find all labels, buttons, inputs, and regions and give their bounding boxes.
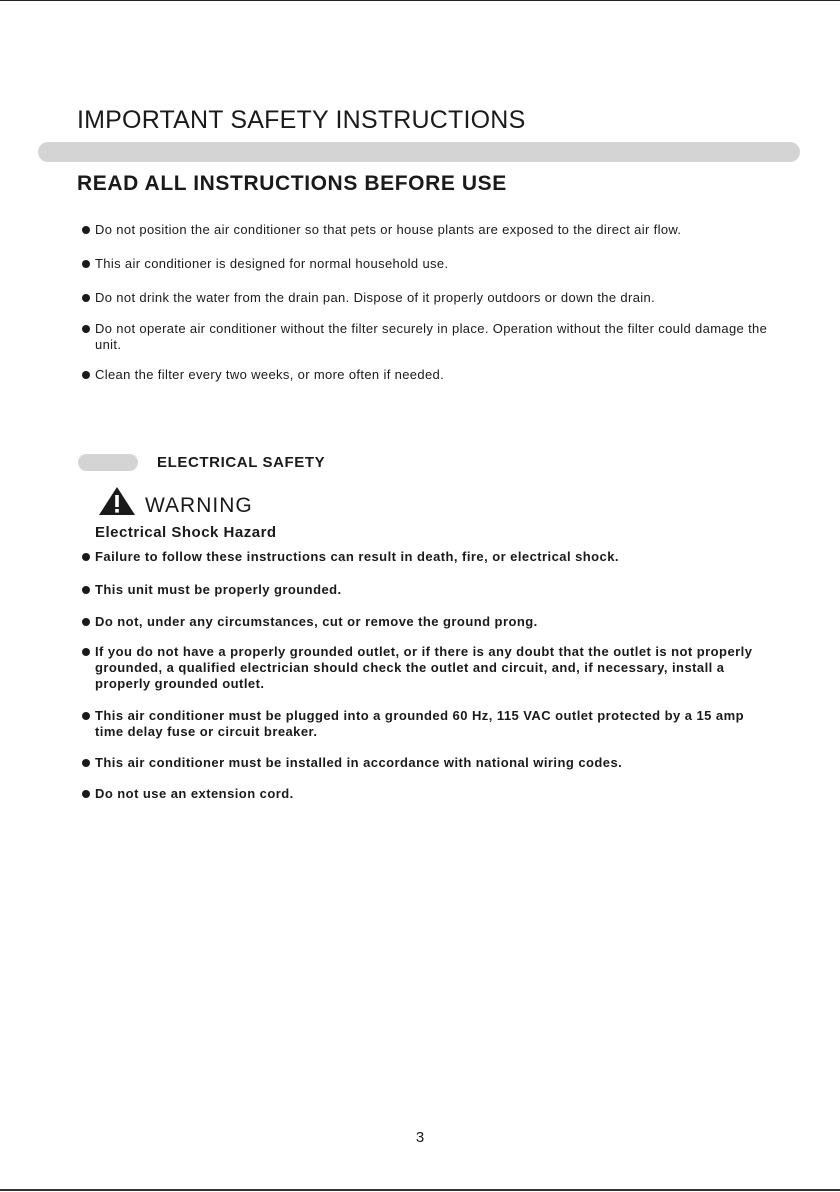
- warning-triangle-icon: [98, 486, 136, 516]
- list-item-text: This unit must be properly grounded.: [95, 582, 342, 597]
- section-heading: ELECTRICAL SAFETY: [157, 454, 326, 471]
- list-item-text: Do not use an extension cord.: [95, 786, 294, 801]
- list-item: [82, 256, 782, 272]
- top-border: [0, 0, 840, 1]
- list-item: [82, 321, 768, 353]
- bullet-dot-icon: [82, 586, 90, 594]
- list-item: [82, 367, 782, 383]
- title-bar: [38, 142, 800, 162]
- list-item-text: This air conditioner must be installed in accordance with national wiring codes.: [95, 755, 623, 770]
- list-item: [82, 290, 782, 306]
- bullet-dot-icon: [82, 260, 90, 268]
- list-item: [82, 708, 758, 740]
- list-item-text: Do not position the air conditioner so that pets or house plants are exposed to the direct air flow.: [95, 222, 682, 237]
- bullet-dot-icon: [82, 226, 90, 234]
- bullet-dot-icon: [82, 553, 90, 561]
- list-item: [82, 755, 782, 771]
- list-item: [82, 549, 782, 565]
- list-item: [82, 786, 782, 802]
- list-item-text: This air conditioner is designed for normal household use.: [95, 256, 449, 271]
- bullet-dot-icon: [82, 759, 90, 767]
- bottom-border: [0, 1189, 840, 1191]
- bullet-dot-icon: [82, 325, 90, 333]
- bullet-dot-icon: [82, 648, 90, 656]
- list-item: [82, 222, 782, 238]
- bullet-dot-icon: [82, 712, 90, 720]
- warning-label: WARNING: [145, 494, 253, 517]
- list-item-text: Do not, under any circumstances, cut or remove the ground prong.: [95, 614, 538, 629]
- list-item: [82, 644, 754, 692]
- hazard-label: Electrical Shock Hazard: [95, 524, 277, 541]
- page-subtitle: READ ALL INSTRUCTIONS BEFORE USE: [77, 172, 507, 195]
- bullet-dot-icon: [82, 618, 90, 626]
- list-item-text: This air conditioner must be plugged into a grounded 60 Hz, 115 VAC outlet protected by a 15 amp time delay fuse or circuit breaker.: [95, 708, 744, 739]
- list-item-text: Failure to follow these instructions can result in death, fire, or electrical shock.: [95, 549, 619, 564]
- page-title: IMPORTANT SAFETY INSTRUCTIONS: [77, 106, 526, 134]
- section-marker: [78, 454, 138, 471]
- bullet-dot-icon: [82, 790, 90, 798]
- page-number: 3: [415, 1129, 425, 1146]
- list-item-text: If you do not have a properly grounded outlet, or if there is any doubt that the outlet is not properly grounded, a qualified electrician should check the outlet and circuit, and, if necessary, install a properly grounded outlet.: [95, 644, 753, 691]
- list-item: [82, 614, 782, 630]
- bullet-dot-icon: [82, 294, 90, 302]
- list-item: [82, 582, 782, 598]
- list-item-text: Do not operate air conditioner without the filter securely in place. Operation without the filter could damage the unit.: [95, 321, 768, 352]
- list-item-text: Do not drink the water from the drain pan. Dispose of it properly outdoors or down the drain.: [95, 290, 656, 305]
- bullet-dot-icon: [82, 371, 90, 379]
- list-item-text: Clean the filter every two weeks, or more often if needed.: [95, 367, 445, 382]
